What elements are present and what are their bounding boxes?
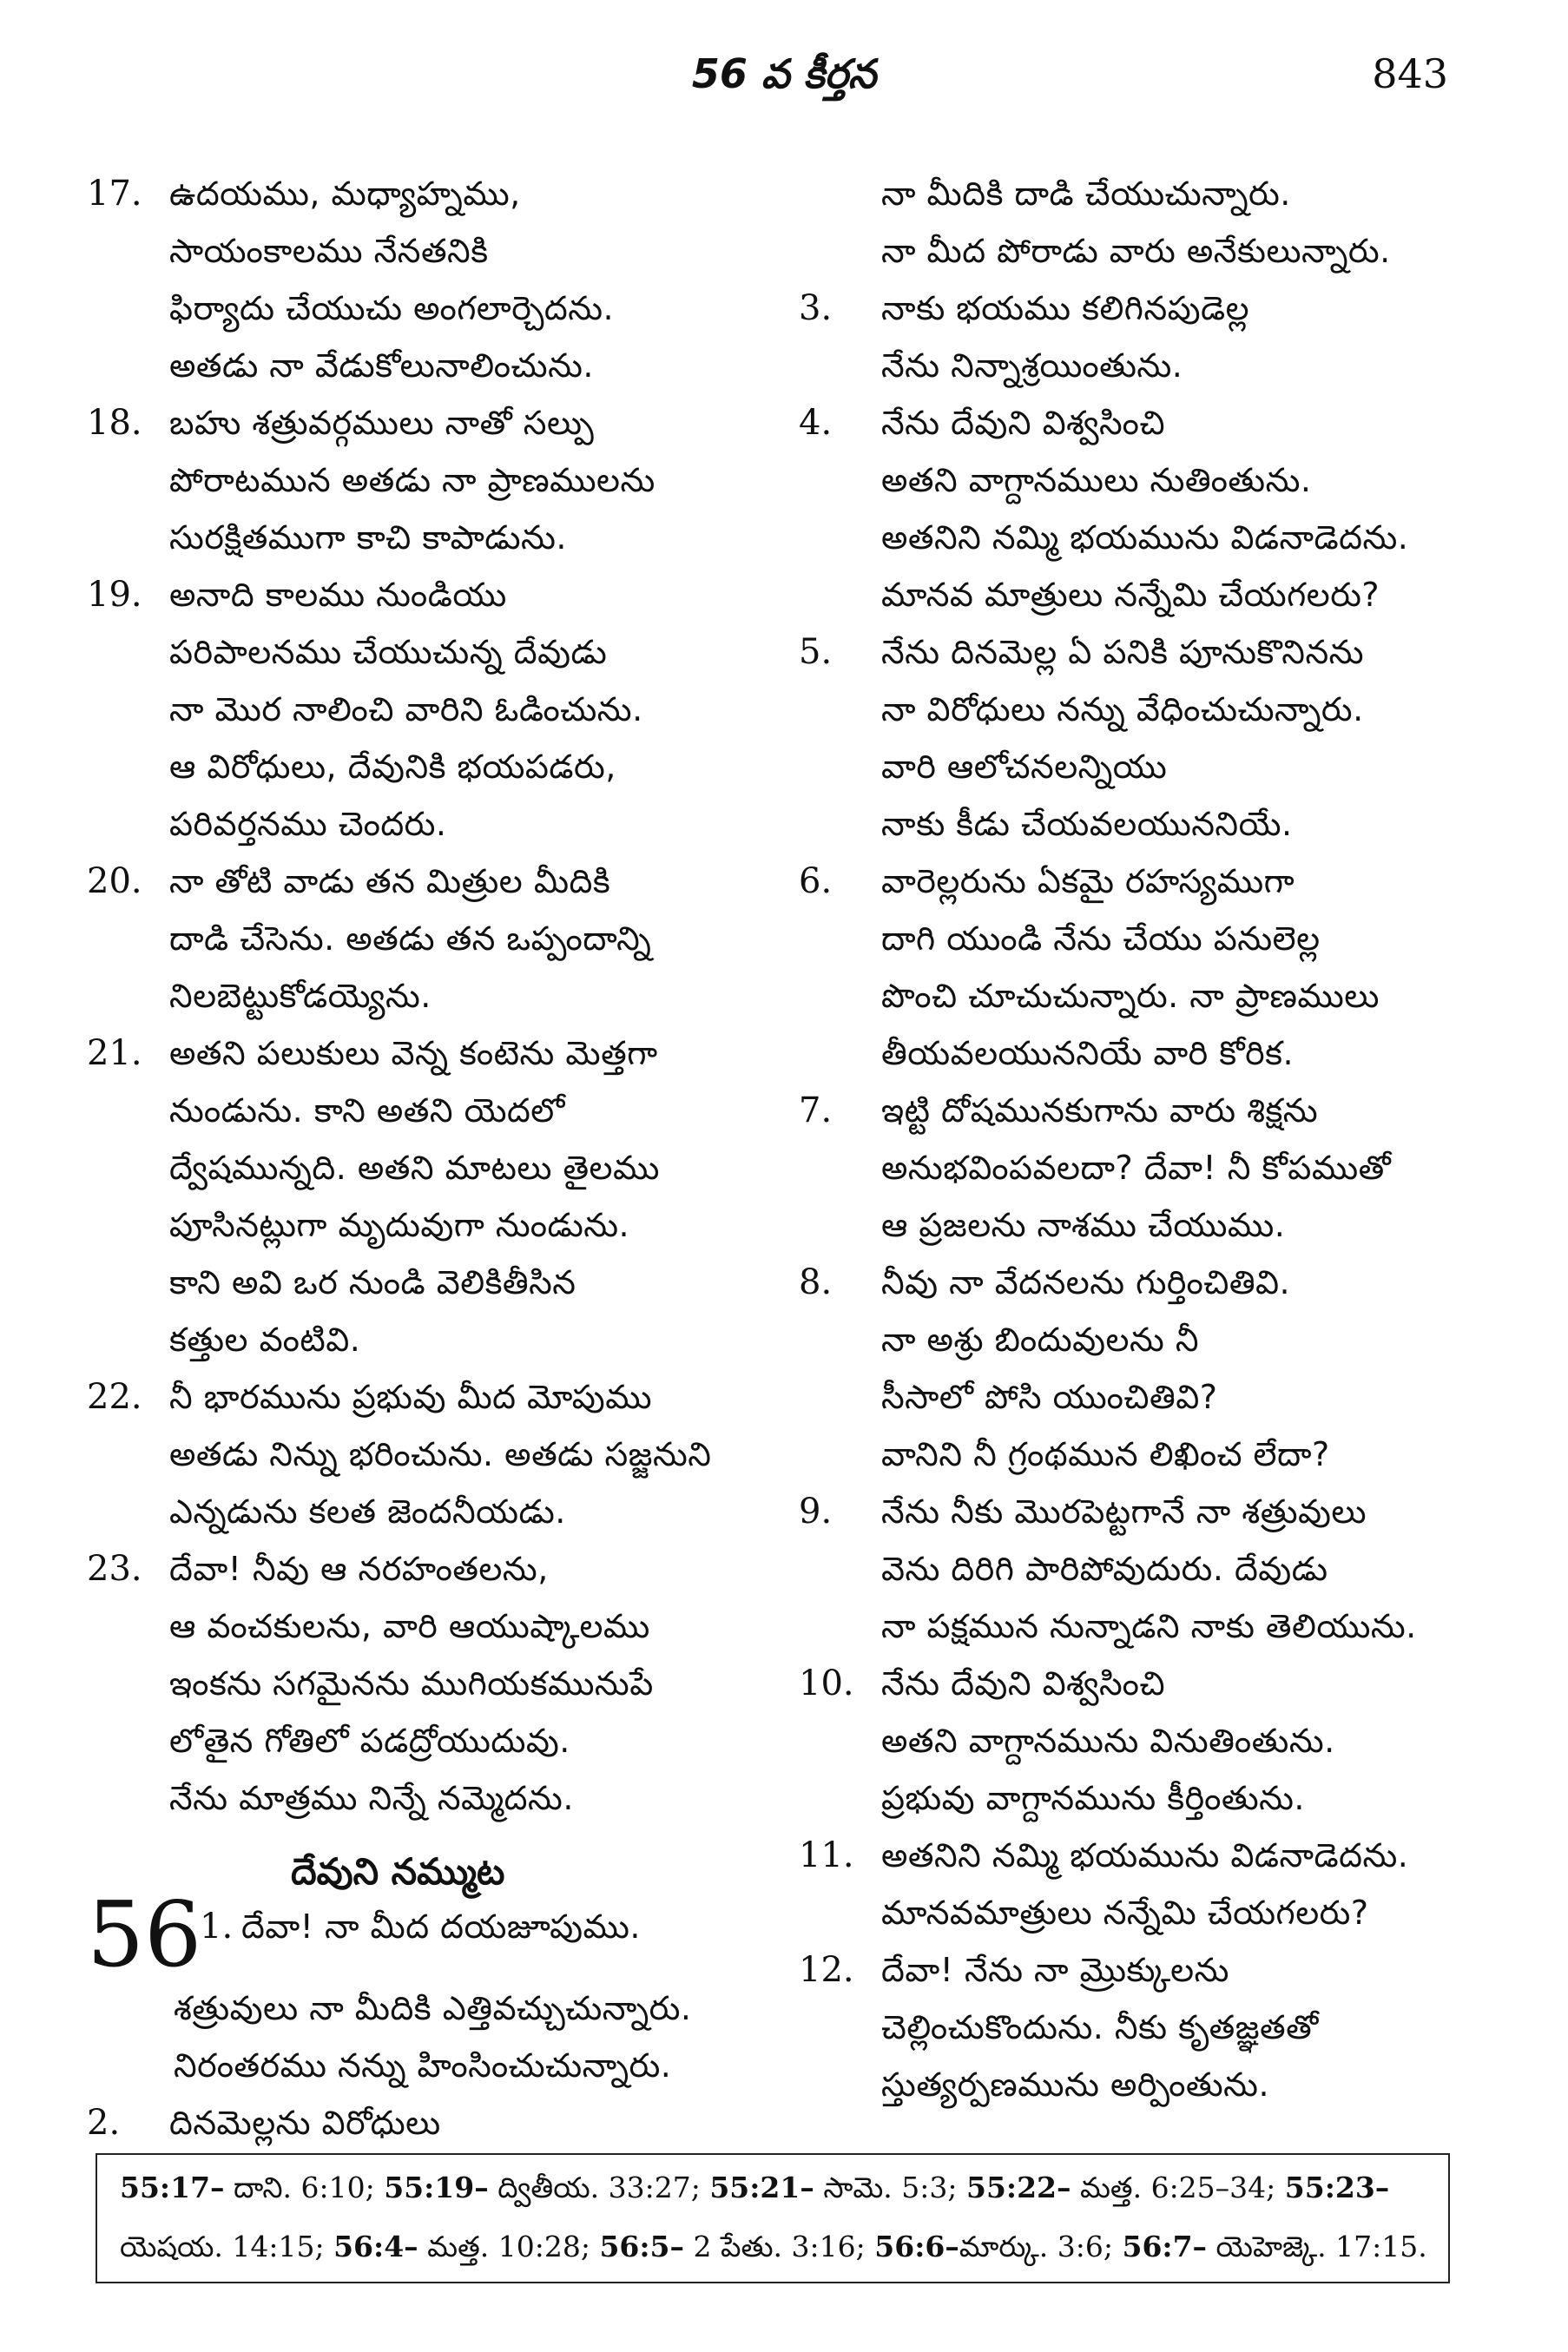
verse-number: 5. [799, 632, 833, 672]
verse-line: నేను నిన్నాశ్రయింతును. [881, 346, 1183, 385]
psalm-number: 56 [87, 1881, 202, 1987]
verse [799, 1655, 1493, 1827]
verse-text [169, 394, 781, 566]
verse-line: దినమెల్లను విరోధులు [169, 2104, 441, 2142]
verse-line: నా అశ్రు బిందువులను నీ [881, 1321, 1200, 1359]
verse-text [881, 1655, 1493, 1827]
verse-line: అతడు నిన్ను భరించును. అతడు సజ్జనుని [169, 1435, 712, 1473]
verse-line: నుండును. కాని అతని యెదలో [169, 1091, 565, 1130]
verse-line: నేను దేవుని విశ్వసించి [881, 404, 1166, 442]
verse-line: చెల్లించుకొందును. నీకు కృతజ్ఞతతో [881, 2008, 1319, 2046]
verse-text [881, 853, 1493, 1082]
footnote: యెషయ. 14:15; [120, 2230, 334, 2263]
verse-line: నా తోటి వాడు తన మిత్రుల మీదికి [169, 862, 611, 900]
verse-text [169, 1024, 781, 1368]
verse [799, 394, 1493, 623]
verse-line: దాగి యుండి నేను చేయు పనులెల్ల [881, 919, 1321, 958]
right-column [799, 165, 1493, 2113]
verse-line: వారి ఆలోచనలన్నియు [881, 748, 1168, 786]
verse-text [169, 1540, 781, 1827]
verse [799, 623, 1493, 853]
verse-line: ఫిర్యాదు చేయుచు అంగలార్చెదను. [169, 289, 615, 327]
verse-number: 4. [799, 403, 833, 443]
verse-line: ఆ విరోధులు, దేవునికి భయపడరు, [169, 748, 616, 786]
verse-line: నాకు భయము కలిగినపుడెల్ల [881, 289, 1250, 327]
verse-line: అతని వాగ్దానమును వినుతింతును. [881, 1722, 1335, 1760]
cross-reference-footnotes [96, 2153, 1450, 2283]
footnote: 55:23– [1284, 2171, 1390, 2204]
verse [87, 566, 781, 853]
verse-text [881, 1082, 1493, 1254]
verse-1-first-line [200, 1898, 781, 1955]
psalm-verse-1 [200, 1898, 781, 1955]
verse [799, 280, 1493, 394]
verse [799, 1254, 1493, 1483]
verse-text [169, 853, 781, 1024]
verse-line: దాడి చేసెను. అతడు తన ఒప్పందాన్ని [169, 919, 652, 958]
verse-line: దేవా! నేను నా మ్రొక్కులను [881, 1951, 1229, 1989]
verse-text [881, 394, 1493, 623]
psalm-opening [87, 1881, 781, 1987]
verse-line: సాయంకాలము నేనతనికి [169, 232, 489, 270]
verse-line: వారెల్లరును ఏకమై రహస్యముగా [881, 862, 1295, 900]
verse-line: అనుభవింపవలదా? దేవా! నీ కోపముతో [881, 1149, 1392, 1187]
verse-number: 23. [87, 1549, 142, 1589]
verse-number: 1. [200, 1907, 234, 1947]
verse-line: మానవ మాత్రులు నన్నేమి చేయగలరు? [881, 576, 1380, 614]
verse-line: ఆ వంచకులను, వారి ఆయుష్కాలము [169, 1607, 650, 1645]
verse-line: నేను నీకు మొరపెట్టగానే నా శత్రువులు [881, 1492, 1367, 1531]
verse-text [881, 280, 1493, 394]
verse [87, 853, 781, 1024]
verse-line: లోతైన గోతిలో పడద్రోయుదువు. [169, 1722, 570, 1760]
verse-number: 18. [87, 403, 142, 443]
verse-line: దేవా! నా మీద దయజూపుము. [241, 1907, 641, 1946]
verse-line: ఆ ప్రజలను నాశము చేయుము. [881, 1206, 1286, 1244]
verse-number: 17. [87, 174, 142, 214]
verse-line: ప్రభువు వాగ్దానమును కీర్తింతును. [881, 1779, 1305, 1817]
verse-line: నీవు నా వేదనలను గుర్తించితివి. [881, 1263, 1291, 1301]
page-header [0, 35, 1568, 122]
verse-line: పరివర్తనము చెందరు. [169, 805, 447, 843]
verse-line: అతనిని నమ్మి భయమును విడనాడెదను. [881, 1836, 1409, 1874]
verse [799, 1827, 1493, 1941]
psalm-heading-block [87, 1846, 781, 2151]
verse-line: నేను దినమెల్ల ఏ పనికి పూనుకొనినను [881, 633, 1364, 671]
footnote-line-2 [120, 2217, 1431, 2276]
verse-line: సురక్షితముగా కాచి కాపాడును. [169, 518, 567, 557]
verse [87, 1540, 781, 1827]
verse-line: ఎన్నడును కలత జెందనీయడు. [169, 1492, 566, 1531]
verse-number: 9. [799, 1492, 833, 1532]
verse-line: అతడు నా వేడుకోలునాలించును. [169, 346, 594, 385]
verse-line: కాని అవి ఒర నుండి వెలికితీసిన [169, 1263, 576, 1301]
verse [87, 2094, 781, 2151]
verse-number: 3. [799, 288, 833, 328]
footnote: 56:6–మార్కు. 3:6; [874, 2230, 1123, 2263]
verse-line: స్తుత్యర్పణమును అర్పింతును. [881, 2065, 1270, 2104]
verse-number: 10. [799, 1664, 854, 1703]
verse-text [169, 165, 781, 394]
footnote: 56:5– 2 పేతు. 3:16; [599, 2230, 875, 2263]
verse-number: 2. [87, 2103, 121, 2143]
verse-number: 22. [87, 1377, 142, 1417]
verse [87, 1024, 781, 1368]
footnote: 56:4– మత్త. 10:28; [333, 2230, 600, 2263]
verse-line: నీ భారమును ప్రభువు మీద మోపుము [169, 1378, 653, 1416]
footnote: 55:21– సామె. 5:3; [709, 2171, 966, 2204]
running-title: 56 వ కీర్తన [691, 50, 877, 97]
verse-number: 20. [87, 861, 142, 901]
verse-line: పరిపాలనము చేయుచున్న దేవుడు [169, 633, 608, 671]
verse-line: నిరంతరము నన్ను హింసించుచున్నారు. [174, 2046, 672, 2085]
verse-number: 19. [87, 575, 142, 615]
verse-text [169, 2094, 781, 2151]
verse-line: వెను దిరిగి పారిపోవుదురు. దేవుడు [881, 1550, 1328, 1588]
verse-line: ఉదయము, మధ్యాహ్నము, [169, 175, 521, 213]
verse-line: వానిని నీ గ్రంథమున లిఖించ లేదా? [881, 1435, 1330, 1473]
verse-line: ద్వేషమున్నది. అతని మాటలు తైలము [169, 1149, 660, 1187]
footnote-line-1 [120, 2158, 1431, 2217]
verse-text [881, 1827, 1493, 1941]
verse [87, 165, 781, 394]
verse-line: అతనిని నమ్మి భయమును విడనాడెదను. [881, 518, 1409, 557]
verse-line: నా మొర నాలించి వారిని ఓడించును. [169, 690, 643, 728]
verse-line: నా మీదికి దాడి చేయుచున్నారు. [881, 175, 1291, 213]
verse-line: నేను మాత్రము నిన్నే నమ్మెదను. [169, 1779, 574, 1817]
footnote: 55:17– దాని. 6:10; [120, 2171, 385, 2204]
verse-line: నా విరోధులు నన్ను వేధించుచున్నారు. [881, 690, 1364, 728]
verse [87, 1368, 781, 1540]
verse [799, 1082, 1493, 1254]
verse-number: 12. [799, 1950, 854, 1990]
verse-line: నిలబెట్టుకోడయ్యెను. [169, 977, 432, 1015]
verse-line: శత్రువులు నా మీదికి ఎత్తివచ్చుచున్నారు. [174, 1989, 692, 2027]
verse-number: 8. [799, 1262, 833, 1302]
verse-line: ఇంకను సగమైనను ముగియకమునుపే [169, 1664, 654, 1703]
footnote: 55:22– మత్త. 6:25–34; [965, 2171, 1285, 2204]
verse-line: పోరాటమున అతడు నా ప్రాణములను [169, 461, 656, 499]
verse-text [169, 566, 781, 853]
verse-line: పొంచి చూచుచున్నారు. నా ప్రాణములు [881, 977, 1380, 1015]
verse-line: అతని వాగ్దానములు నుతింతును. [881, 461, 1312, 499]
verse [799, 1941, 1493, 2113]
verse-text [881, 1941, 1493, 2113]
left-column [87, 165, 781, 2151]
verse-number: 21. [87, 1033, 142, 1073]
verse-line: నా పక్షమున నున్నాడని నాకు తెలియును. [881, 1607, 1417, 1645]
verse-line: పూసినట్లుగా మృదువుగా నుండును. [169, 1206, 630, 1244]
verse-text [881, 623, 1493, 853]
footnote: 55:19– ద్వితీయ. 33:27; [384, 2171, 710, 2204]
verse-number: 7. [799, 1090, 833, 1130]
verse-line: దేవా! నీవు ఆ నరహంతలను, [169, 1550, 549, 1588]
page-number: 843 [1372, 50, 1448, 97]
psalm-title: దేవుని నమ్ముట [291, 1850, 505, 1893]
verse-line: తీయవలయుననియే వారి కోరిక. [881, 1034, 1295, 1072]
verse-line: అతని పలుకులు వెన్న కంటెను మెత్తగా [169, 1034, 658, 1072]
verse [87, 394, 781, 566]
verse-line: ఇట్టి దోషమునకుగాను వారు శిక్షను [881, 1091, 1319, 1130]
verse [799, 1483, 1493, 1655]
verse-text [881, 1254, 1493, 1483]
verse-line: నా మీద పోరాడు వారు అనేకులున్నారు. [881, 232, 1391, 270]
verse-line: అనాది కాలము నుండియు [169, 576, 507, 614]
verse-line: సీసాలో పోసి యుంచితివి? [881, 1378, 1218, 1416]
verse-line: మానవమాత్రులు నన్నేమి చేయగలరు? [881, 1894, 1369, 1932]
verse-text [881, 1483, 1493, 1655]
verse-number: 6. [799, 861, 833, 901]
footnote: 56:7– యెహెజ్కె. 17:15. [1122, 2230, 1427, 2263]
verse [799, 853, 1493, 1082]
verse-line: నేను దేవుని విశ్వసించి [881, 1664, 1166, 1703]
verse-text [169, 1368, 781, 1540]
verse-line: బహు శత్రువర్గములు నాతో సల్పు [169, 404, 595, 442]
verse-line: నాకు కీడు చేయవలయుననియే. [881, 805, 1293, 843]
verse-line: కత్తుల వంటివి. [169, 1321, 361, 1359]
verse-number: 11. [799, 1835, 854, 1875]
